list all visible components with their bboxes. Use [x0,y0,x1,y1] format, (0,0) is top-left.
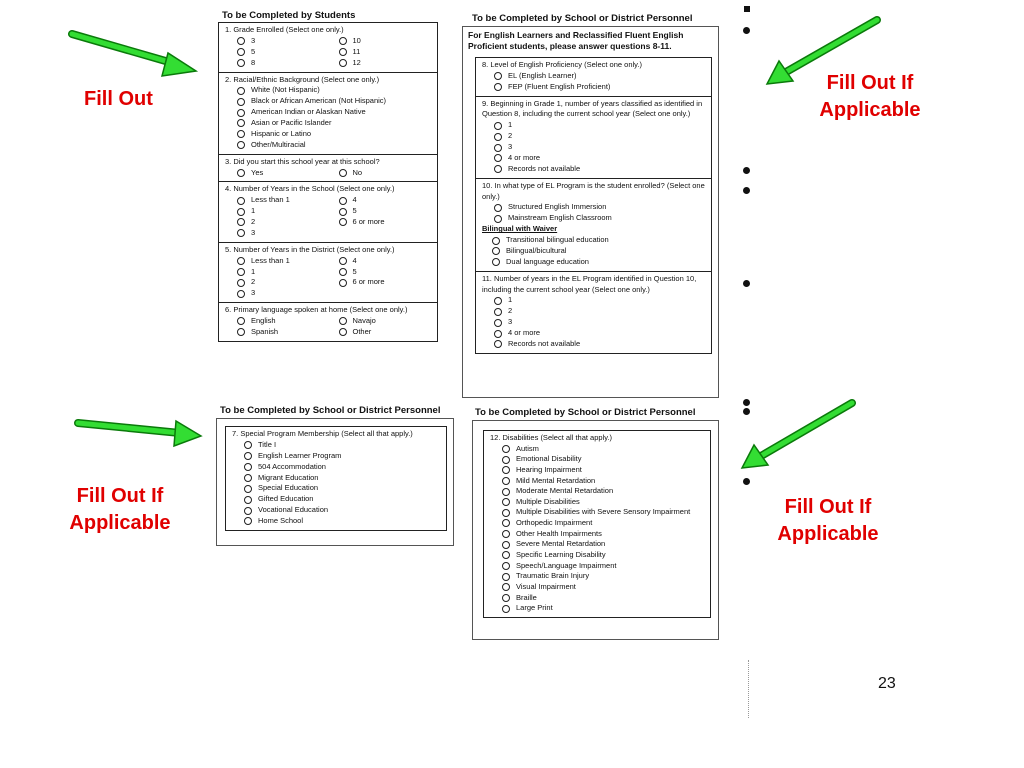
bullet [743,167,750,174]
option-label: Braille [516,592,537,602]
option-label: 10 [352,35,361,45]
option-label: 2 [508,306,513,316]
option-label: 4 [352,195,357,205]
question-5: 5. Number of Years in the District (Select one only.) Less than 1 4 1 5 2 6 or more 3 [219,243,437,303]
option-label: Records not available [508,163,581,173]
option-label: Dual language education [506,256,589,266]
option-label: Less than 1 [251,195,290,205]
option-label: 4 [352,255,357,265]
option-label: Traumatic Brain Injury [516,571,590,581]
bullet [743,399,750,406]
option-label: Orthopedic Impairment [516,518,593,528]
question-9: 9. Beginning in Grade 1, number of years classified as identified in Question 8, including the current school year (Select one only.) 1 2 3 4 or more Records not available [476,97,711,179]
option-label: 3 [508,317,513,327]
bullet [743,408,750,415]
option-label: FEP (Fluent English Proficient) [508,81,611,91]
option-label: Other/Multiracial [251,139,306,149]
option-label: English [251,316,276,325]
option-label: 4 or more [508,152,541,162]
option-label: Emotional Disability [516,454,582,464]
option-label: Migrant Education [258,472,319,482]
option-label: 1 [508,120,513,130]
option-label: Multiple Disabilities with Severe Sensory Impairment [516,507,691,517]
question-6: 6. Primary language spoken at home (Select one only.) English Navajo Spanish Other [219,303,437,341]
bullet [743,187,750,194]
option-label: 1 [508,295,513,305]
option-label: 11 [352,46,361,56]
option-label: Yes [251,167,264,177]
fill-out-label: Fill Out [84,88,153,110]
option-label: Mild Mental Retardation [516,475,596,485]
option-label: 4 or more [508,328,541,338]
option-label: Transitional bilingual education [506,235,609,245]
fill-out-if-applicable-bottom-right: Fill Out If Applicable [777,496,879,545]
el-panel-title: To be Completed by School or District Personnel [472,13,693,24]
option-label: Special Education [258,483,319,493]
question-3: 3. Did you start this school year at this school? Yes No [219,155,437,183]
arrow-mid-left [78,421,201,446]
arrow-fill-out [72,34,196,76]
option-label: Records not available [508,338,581,348]
bilingual-waiver-label: Bilingual with Waiver [482,224,558,234]
option-label: 5 [251,46,256,56]
option-label: Title I [258,439,277,449]
option-label: Autism [516,443,539,453]
bullet [743,280,750,287]
option-label: 504 Accommodation [258,461,326,471]
option-label: 2 [508,131,513,141]
question-4: 4. Number of Years in the School (Select one only.) Less than 1 4 1 5 2 6 or more 3 [219,182,437,242]
option-label: 3 [251,35,256,45]
question-10: 10. In what type of EL Program is the student enrolled? (Select one only.) Structured English Immersion Mainstream English Classroom Bilingual with Waiver Transitional bilingual education Bilingual/bicultural Dual language education [476,179,711,272]
fill-out-if-applicable-top-right: Fill Out If Applicable [819,72,921,121]
option-label: 3 [251,227,256,237]
option-label: Large Print [516,603,553,613]
fill-out-if-applicable-left: Fill Out If Applicable [69,485,171,534]
special-panel-title: To be Completed by School or District Personnel [220,405,441,416]
option-label: Mainstream English Classroom [508,213,612,223]
option-label: No [352,167,363,177]
option-label: Spanish [251,326,279,336]
option-label: Other [352,326,372,336]
question-12: 12. Disabilities (Select all that apply.) Autism Emotional Disability Hearing Impairment Mild Mental Retardation Moderate Mental Retardation Multiple Disabilities Multiple Disabilities with Severe Sensory Impairment Orthopedic Impairment Other Health Impairments Severe Mental Retardation Specific Learning Disability Speech/Language Impairment Traumatic Brain Injury Visual Impairment Braille Large Print [483,430,711,618]
disab-panel-title: To be Completed by School or District Personnel [475,407,696,418]
option-label: Bilingual/bicultural [506,245,567,255]
question-7: 7. Special Program Membership (Select all that apply.) Title I English Learner Program 504 Accommodation Migrant Education Special Education Gifted Education Vocational Education Home School [225,426,447,531]
option-label: Less than 1 [251,255,290,265]
option-label: 6 or more [352,277,385,287]
option-label: Other Health Impairments [516,528,602,538]
option-label: 12 [352,57,361,67]
question-1: 1. Grade Enrolled (Select one only.) 3 10 5 11 8 12 [219,23,437,73]
el-intro: For English Learners and Reclassified Fluent English Proficient students, please answer questions 8-11. [468,30,684,52]
option-label: 5 [352,206,357,216]
option-label: Navajo [352,316,376,325]
option-label: White (Not Hispanic) [251,85,320,95]
bullet [743,478,750,485]
option-label: Home School [258,516,304,525]
option-label: Vocational Education [258,505,329,515]
option-label: 3 [251,288,256,298]
option-label: Structured English Immersion [508,202,607,212]
option-label: EL (English Learner) [508,70,577,80]
option-label: 1 [251,266,256,276]
question-11: 11. Number of years in the EL Program identified in Question 10, including the current school year (Select one only.) 1 2 3 4 or more Records not available [476,272,711,353]
option-label: Gifted Education [258,494,314,504]
option-label: Black or African American (Not Hispanic) [251,96,387,106]
option-label: 8 [251,57,256,67]
bullet [743,27,750,34]
option-label: English Learner Program [258,450,342,460]
scan-edge [748,660,750,718]
option-label: Asian or Pacific Islander [251,118,332,127]
option-label: 3 [508,142,513,152]
option-label: 2 [251,277,256,287]
option-label: Severe Mental Retardation [516,539,606,549]
option-label: Hearing Impairment [516,464,582,474]
question-2: 2. Racial/Ethnic Background (Select one only.) White (Not Hispanic) Black or African American (Not Hispanic) American Indian or Alaskan Native Asian or Pacific Islander Hispanic or Latino Other/Multiracial [219,73,437,155]
option-label: Moderate Mental Retardation [516,486,614,496]
bullet-square [744,6,750,12]
option-label: Specific Learning Disability [516,550,606,560]
question-8: 8. Level of English Proficiency (Select one only.) EL (English Learner) FEP (Fluent English Proficient) [476,58,711,97]
option-label: 1 [251,206,256,216]
option-label: Hispanic or Latino [251,128,312,138]
option-label: 6 or more [352,217,385,226]
option-label: American Indian or Alaskan Native [251,107,366,117]
option-label: 5 [352,266,357,276]
page-number: 23 [878,675,896,692]
option-label: Multiple Disabilities [516,496,580,506]
option-label: Visual Impairment [516,581,576,591]
option-label: Speech/Language Impairment [516,560,617,570]
students-panel-title: To be Completed by Students [222,10,356,21]
arrow-mid-right [742,403,852,468]
option-label: 2 [251,217,256,226]
